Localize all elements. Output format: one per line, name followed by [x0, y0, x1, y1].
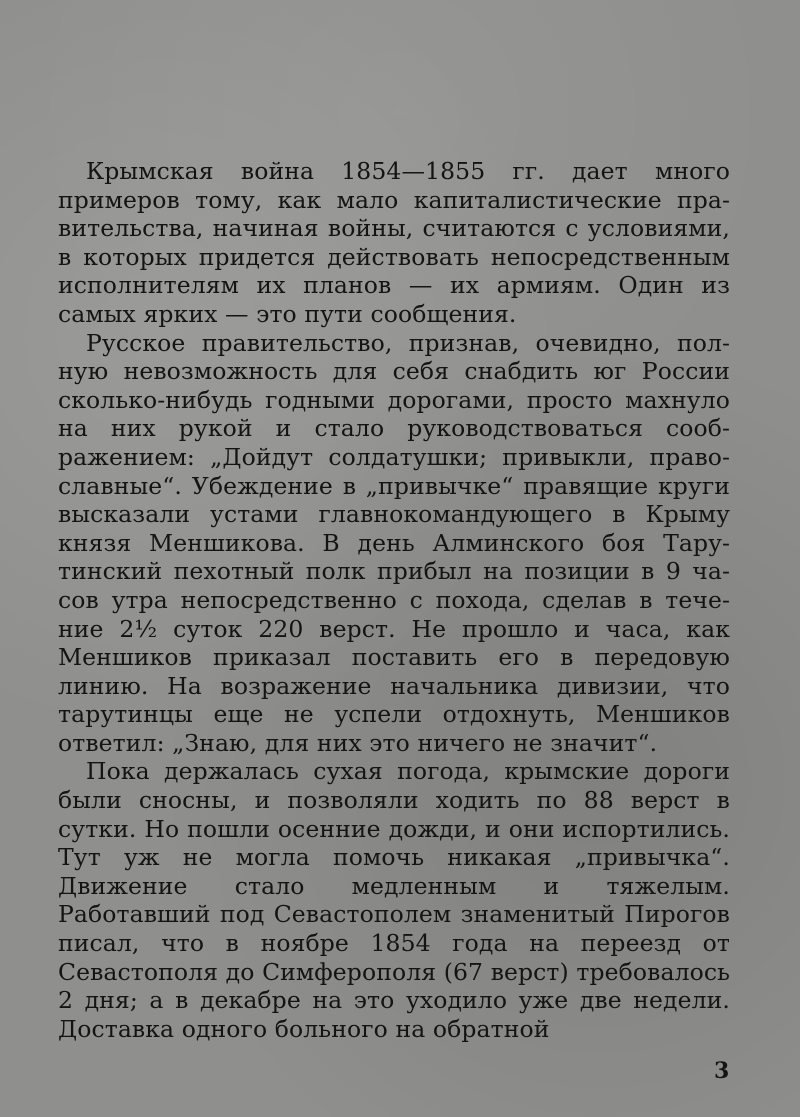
- paragraph-3: Пока держалась сухая погода, крымские дороги были сносны, и позволяли ходить по 88 верст в сутки. Но пошли осенние дожди, и они испортились. Тут уж не могла помочь никакая „привычка“. Движение стало медленным и тяжелым. Работавший под Севастополем знаменитый Пирогов писал, что в ноябре 1854 года на переезд от Севастополя до Симферополя (67 верст) требовалось 2 дня; а в декабре на это уходило уже две недели. Доставка одного больного на обратной: [58, 757, 730, 1043]
- paragraph-2: Русское правительство, признав, очевидно, полную невозможность для себя снабдить юг России сколько-нибудь годными дорогами, просто махнуло на них рукой и стало руководствоваться соображением: „Дойдут солдатушки; привыкли, православные“. Убеждение в „привычке“ правящие круги высказали устами главнокомандующего в Крыму князя Меншикова. В день Алминского боя Тарутинский пехотный полк прибыл на позиции в 9 часов утра непосредственно с похода, сделав в течение 2½ суток 220 верст. Не прошло и часа, как Меншиков приказал поставить его в передовую линию. На возражение начальника дивизии, что тарутинцы еще не успели отдохнуть, Меншиков ответил: „Знаю, для них это ничего не значит“.: [58, 328, 730, 757]
- page-body-text: [58, 157, 730, 1043]
- page-number: 3: [714, 1058, 730, 1084]
- paragraph-1: Крымская война 1854—1855 гг. дает много примеров тому, как мало капиталистические правительства, начиная войны, считаются с условиями, в которых придется действовать непосредственным исполнителям их планов — их армиям. Один из самых ярких — это пути сообщения.: [58, 157, 730, 328]
